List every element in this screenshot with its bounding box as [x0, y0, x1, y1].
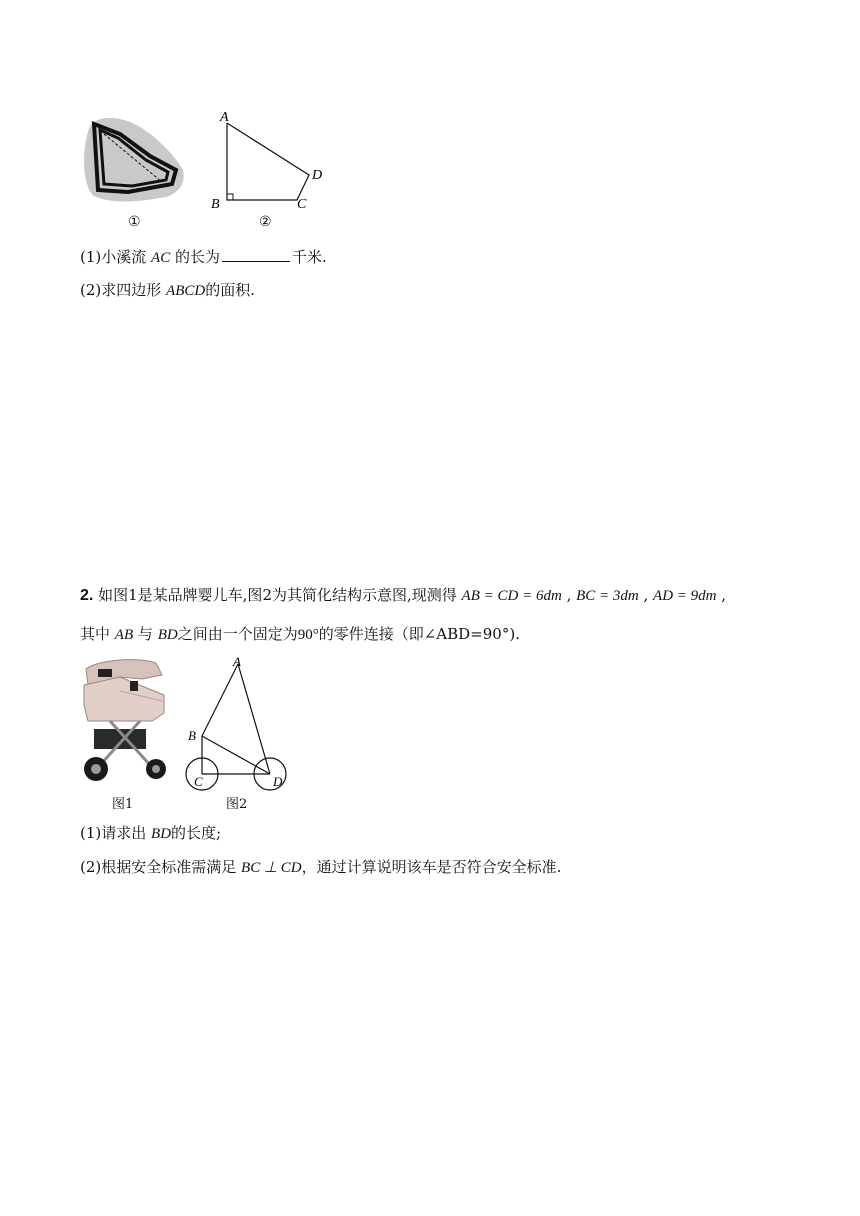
q2-part2 — [80, 857, 561, 878]
segment-bd — [202, 736, 270, 774]
q2-figure2-caption: 图2 — [226, 797, 248, 812]
q2-part1-suffix: 的长度; — [171, 824, 222, 842]
q2-part1 — [80, 823, 221, 844]
label-d: D — [273, 774, 283, 789]
q1-part2-var: ABCD — [166, 283, 206, 299]
q2-line2-t3: 之间由一个固定为 — [177, 625, 298, 643]
q2-part1-var: BD — [151, 826, 172, 842]
q2-part1-prefix: (1)请求出 — [80, 824, 147, 842]
q1-part2 — [80, 280, 255, 301]
q2-eq-ab-cd: AB = CD = 6dm — [461, 588, 562, 604]
q1-part2-prefix: (2)求四边形 — [80, 281, 162, 299]
q2-intro — [80, 585, 726, 606]
q2-part2-prefix: (2)根据安全标准需满足 — [80, 858, 237, 876]
stroller-side-handle — [130, 681, 138, 691]
label-a: A — [233, 654, 241, 669]
separator: , — [638, 586, 654, 604]
q1-figure2-caption: ② — [259, 214, 272, 230]
label-c: C — [297, 197, 307, 212]
q1-figure1-caption: ① — [128, 214, 141, 230]
q2-line2-var-ab: AB — [114, 627, 134, 643]
label-b: B — [188, 728, 196, 743]
label-b: B — [211, 197, 220, 212]
stroller-diagram — [180, 652, 295, 792]
q2-part2-condition: BC ⊥ CD — [241, 860, 302, 876]
separator: , — [716, 586, 727, 604]
q2-line2-t1: 其中 — [80, 625, 111, 643]
q1-part1-suffix: 千米. — [292, 248, 327, 266]
answer-blank[interactable] — [222, 247, 290, 262]
q1-part1-prefix: (1)小溪流 — [80, 248, 147, 266]
separator: , — [561, 586, 577, 604]
q1-figure-quadrilateral — [205, 105, 335, 215]
quadrilateral-abcd — [227, 123, 309, 200]
q1-part2-suffix: 的面积. — [205, 281, 255, 299]
q2-line2 — [80, 624, 520, 645]
q2-part2-suffix: ，通过计算说明该车是否符合安全标准. — [301, 858, 562, 876]
q2-figure1-caption: 图1 — [112, 797, 134, 812]
q1-part1 — [80, 247, 327, 268]
q2-eq-ad: AD = 9dm — [653, 588, 717, 604]
q2-line2-angle: 90° — [297, 627, 319, 643]
q2-intro-text: 如图1是某品牌婴儿车,图2为其简化结构示意图,现测得 — [98, 586, 457, 604]
q1-part1-var: AC — [151, 250, 171, 266]
label-a: A — [220, 110, 229, 125]
q2-eq-bc: BC = 3dm — [576, 588, 639, 604]
q2-line2-t2: 与 — [137, 625, 153, 643]
q2-line2-var-bd: BD — [157, 627, 178, 643]
label-c: C — [194, 774, 203, 789]
segment-ab — [202, 664, 238, 736]
segment-ad — [238, 664, 270, 774]
label-d: D — [312, 168, 323, 183]
q1-figure-stream-map — [80, 112, 190, 212]
q2-number: 2. — [80, 587, 94, 604]
right-angle-mark-b — [227, 194, 233, 200]
stroller-photo — [80, 655, 172, 783]
stroller-handle — [98, 669, 112, 677]
q2-line2-t4: 的零件连接（即∠ABD=90°). — [318, 625, 520, 643]
q1-part1-mid: 的长为 — [174, 248, 220, 266]
